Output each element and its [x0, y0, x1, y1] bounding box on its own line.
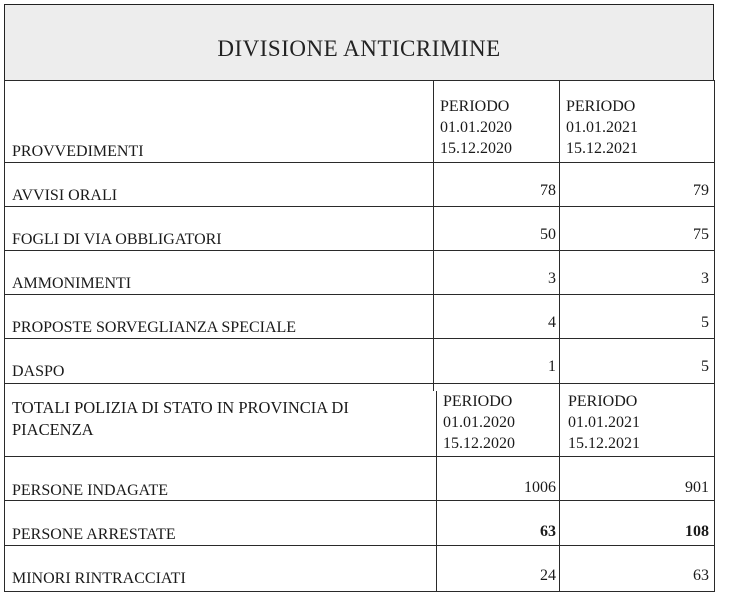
- table-top-border: [4, 80, 714, 81]
- period-b-start: 01.01.2021: [568, 414, 640, 431]
- row-value-2021: 5: [701, 358, 709, 375]
- row-value-2021: 63: [693, 567, 709, 584]
- row-label: AMMONIMENTI: [12, 275, 132, 292]
- row-line: [4, 338, 714, 339]
- row-value-2021: 108: [685, 523, 709, 540]
- period-b-label: PERIODO: [568, 393, 638, 410]
- period-a-start: 01.01.2020: [440, 119, 512, 136]
- period-a-end: 15.12.2020: [443, 435, 515, 452]
- row-value-2020: 1: [548, 358, 556, 375]
- table-bottom-border: [4, 591, 714, 592]
- row-value-2020: 4: [548, 314, 556, 331]
- header-provvedimenti: PROVVEDIMENTI: [12, 143, 144, 160]
- title-band: [4, 4, 714, 80]
- row-value-2020: 1006: [524, 479, 556, 496]
- row-value-2021: 901: [685, 479, 709, 496]
- row-line: [4, 250, 714, 251]
- row-value-2021: 3: [701, 270, 709, 287]
- period-b-end: 15.12.2021: [568, 435, 640, 452]
- row-label: MINORI RINTRACCIATI: [12, 570, 186, 587]
- row-value-2020: 63: [540, 523, 556, 540]
- row-label: PROPOSTE SORVEGLIANZA SPECIALE: [12, 319, 297, 336]
- row-value-2020: 50: [540, 226, 556, 243]
- period-a-start: 01.01.2020: [443, 414, 515, 431]
- row-value-2020: 24: [540, 567, 556, 584]
- column-divider-a: [433, 80, 434, 391]
- row-label: DASPO: [12, 363, 65, 380]
- row-line: [4, 294, 714, 295]
- column-divider-b: [559, 80, 560, 391]
- header-totali-polizia: TOTALI POLIZIA DI STATO IN PROVINCIA DI PIACENZA: [12, 398, 349, 439]
- page-title: DIVISIONE ANTICRIMINE: [217, 36, 501, 61]
- period-a-end: 15.12.2020: [440, 140, 512, 157]
- row-line: [4, 500, 714, 501]
- row-value-2021: 75: [693, 226, 709, 243]
- row-label: FOGLI DI VIA OBBLIGATORI: [12, 231, 222, 248]
- table-right-border: [714, 80, 715, 592]
- period-b-label: PERIODO: [566, 98, 636, 115]
- row-line: [4, 545, 714, 546]
- period-a-label: PERIODO: [440, 98, 510, 115]
- row-line: [4, 206, 714, 207]
- column-divider-b2: [559, 391, 560, 591]
- row-value-2021: 5: [701, 314, 709, 331]
- row-value-2021: 79: [693, 182, 709, 199]
- period-b-start: 01.01.2021: [566, 119, 638, 136]
- row-line: [4, 383, 714, 384]
- row-label: AVVISI ORALI: [12, 187, 118, 204]
- table-left-border: [4, 80, 5, 592]
- row-value-2020: 78: [540, 182, 556, 199]
- row-value-2020: 3: [548, 270, 556, 287]
- row-label: PERSONE INDAGATE: [12, 482, 168, 499]
- column-divider-a2: [436, 391, 437, 591]
- row-line: [4, 456, 714, 457]
- period-a-label: PERIODO: [443, 393, 513, 410]
- period-b-end: 15.12.2021: [566, 140, 638, 157]
- row-label: PERSONE ARRESTATE: [12, 526, 176, 543]
- row-line: [4, 162, 714, 163]
